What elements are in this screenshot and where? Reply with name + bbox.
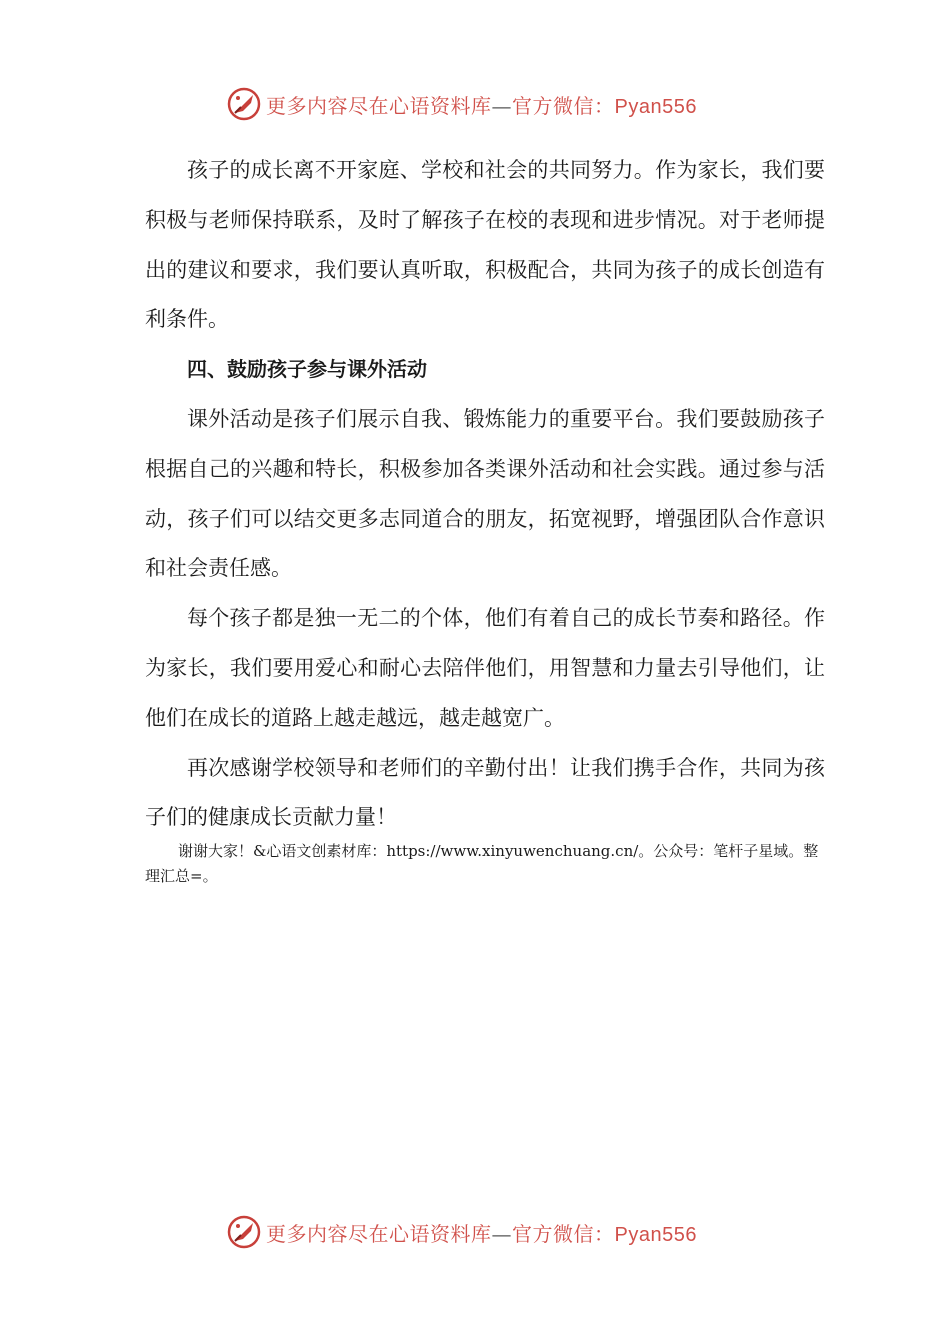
- banner-wechat-id: Pyan556: [614, 95, 697, 118]
- banner-cn-text: 更多内容尽在心语资料库: [266, 93, 492, 118]
- quill-logo-icon: [226, 86, 262, 122]
- banner-dash: —: [491, 93, 512, 118]
- banner-wechat-id: Pyan556: [614, 1223, 697, 1246]
- header-banner: [226, 84, 746, 124]
- footnote: 谢谢大家！&心语文创素材库：https://www.xinyuwenchuang.cn/。公众号：笔杆子星域。整理汇总=。: [145, 842, 819, 886]
- banner-official-label: 官方微信：: [512, 93, 615, 118]
- paragraph-4: 再次感谢学校领导和老师们的辛勤付出！让我们携手合作，共同为孩子们的健康成长贡献力量！: [145, 755, 825, 830]
- banner-text: [266, 1218, 697, 1247]
- banner-official-label: 官方微信：: [512, 1221, 615, 1246]
- quill-logo-icon: [226, 1214, 262, 1250]
- document-body: [145, 146, 825, 889]
- banner-cn-text: 更多内容尽在心语资料库: [266, 1221, 492, 1246]
- paragraph-3: 每个孩子都是独一无二的个体，他们有着自己的成长节奏和路径。作为家长，我们要用爱心和耐心去陪伴他们，用智慧和力量去引导他们，让他们在成长的道路上越走越远，越走越宽广。: [145, 606, 825, 730]
- section-heading-4: 四、鼓励孩子参与课外活动: [187, 357, 427, 382]
- banner-dash: —: [491, 1221, 512, 1246]
- footer-banner: [226, 1212, 746, 1252]
- banner-text: [266, 90, 697, 119]
- paragraph-1: 孩子的成长离不开家庭、学校和社会的共同努力。作为家长，我们要积极与老师保持联系，及时了解孩子在校的表现和进步情况。对于老师提出的建议和要求，我们要认真听取，积极配合，共同为孩子的成长创造有利条件。: [145, 158, 825, 332]
- paragraph-2: 课外活动是孩子们展示自我、锻炼能力的重要平台。我们要鼓励孩子根据自己的兴趣和特长，积极参加各类课外活动和社会实践。通过参与活动，孩子们可以结交更多志同道合的朋友，拓宽视野，增强团队合作意识和社会责任感。: [145, 406, 825, 581]
